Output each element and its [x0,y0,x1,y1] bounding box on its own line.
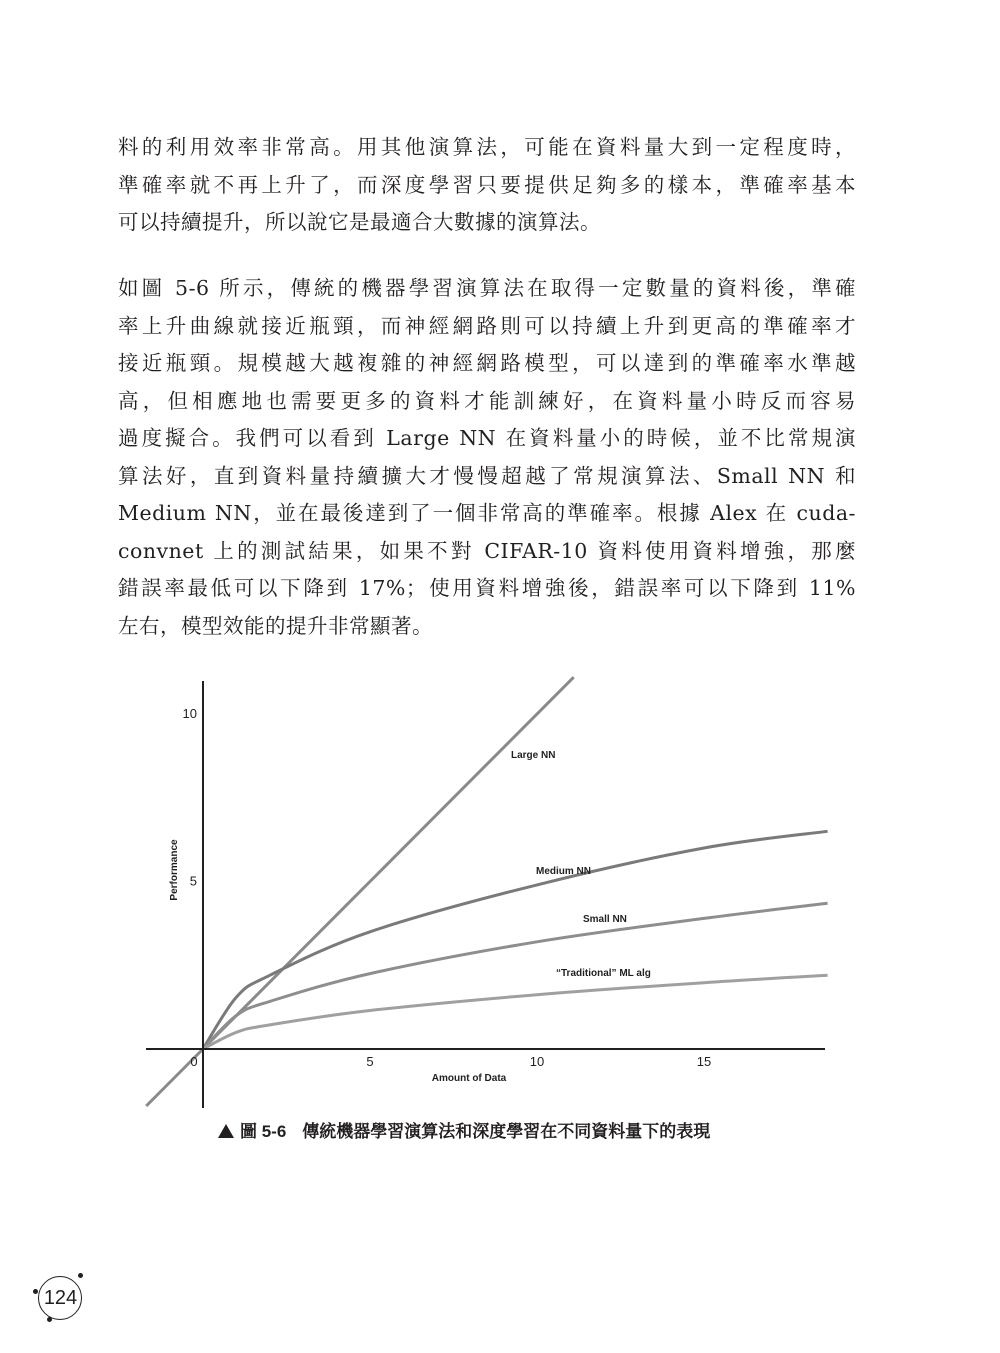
text-line: 可以持續提升，所以說它是最適合大數據的演算法。 [118,210,601,234]
series-label-large-nn: Large NN [511,750,556,761]
y-tick-label: 5 [189,873,197,889]
series-label-traditional-ml: “Traditional” ML alg [556,968,651,979]
page-number-badge [38,1276,84,1322]
series-line-2 [203,831,828,1049]
text-line: 率上升曲線就接近瓶頸，而神經網路則可以持續上升到更高的準確率才 [118,313,856,338]
x-tick-label: 5 [366,1054,374,1069]
caption-text: 傳統機器學習演算法和深度學習在不同資料量下的表現 [302,1122,711,1141]
text-line: convnet 上的測試結果，如果不對 CIFAR-10 資料使用資料增強，那麼 [118,538,856,563]
text-line: 如圖 5-6 所示，傳統的機器學習演算法在取得一定數量的資料後，準確 [118,276,856,300]
text-line: 接近瓶頸。規模越大越複雜的神經網路模型，可以達到的準確率水準越 [118,351,856,375]
x-tick-label: 15 [696,1054,712,1069]
figure-caption [218,1117,710,1142]
text-line: 左右，模型效能的提升非常顯著。 [118,613,433,638]
y-tick-label: 10 [182,706,197,721]
y-axis-label: Performance [169,839,180,901]
page-number: 124 [43,1287,78,1309]
figure-number: 圖 5-6 [240,1122,287,1141]
text-line: 錯誤率最低可以下降到 17%；使用資料增強後，錯誤率可以下降到 11% [118,576,856,600]
x-tick-label: 10 [529,1054,545,1069]
text-line: 料的利用效率非常高。用其他演算法，可能在資料量大到一定程度時， [118,135,856,159]
text-line: 算法好，直到資料量持續擴大才慢慢超越了常規演算法、Small NN 和 [118,463,856,488]
triangle-up-icon [218,1124,234,1138]
text-line: 過度擬合。我們可以看到 Large NN 在資料量小的時候，並不比常規演 [118,426,856,450]
series-line-3 [203,903,828,1049]
text-line: 高，但相應地也需要更多的資料才能訓練好，在資料量小時反而容易 [118,388,856,413]
text-line: 準確率就不再上升了，而深度學習只要提供足夠多的樣本，準確率基本 [118,172,856,197]
series-label-small-nn: Small NN [583,914,627,925]
series-line-4 [203,975,828,1049]
series-label-medium-nn: Medium NN [536,866,591,877]
x-tick-label: 0 [190,1054,198,1069]
text-line: Medium NN，並在最後達到了一個非常高的準確率。根據 Alex 在 cuda- [118,501,856,525]
x-axis-label: Amount of Data [431,1073,507,1084]
